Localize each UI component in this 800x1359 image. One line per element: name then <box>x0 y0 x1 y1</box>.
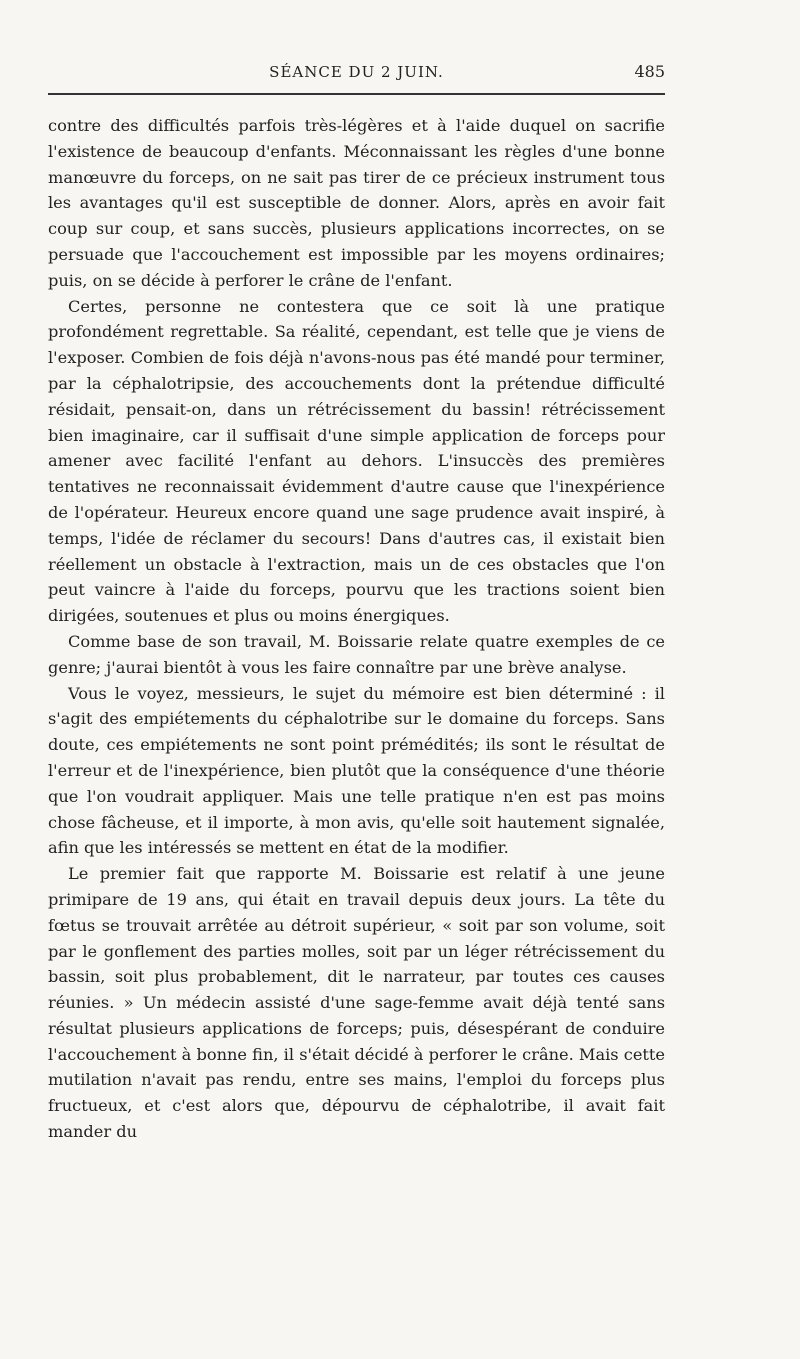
paragraph-5: Le premier fait que rapporte M. Boissarie est relatif à une jeune primipare de 19 ans, qui était en travail depuis deux jours. La tête du fœtus se trouvait arrêtée au détroit supérieur, « soit par son volume, soit par le gonflement des parties molles, soit par un léger rétrécissement du bassin, soit plus probablement, dit le narrateur, par toutes ces causes réunies. » Un médecin assisté d'une sage-femme avait déjà tenté sans résultat plusieurs applications de forceps; puis, désespérant de conduire l'accouchement à bonne fin, il s'était décidé à perforer le crâne. Mais cette mutilation n'avait pas rendu, entre ses mains, l'emploi du forceps plus fructueux, et c'est alors que, dépourvu de céphalotribe, il avait fait mander du <box>48 864 665 1142</box>
paragraph-1: contre des difficultés parfois très-légères et à l'aide duquel on sacrifie l'existence de beaucoup d'enfants. Méconnaissant les règles d'une bonne manœuvre du forceps, on ne sait pas tirer de ce précieux instrument tous les avantages qu'il est susceptible de donner. Alors, après en avoir fait coup sur coup, et sans succès, plusieurs applications incorrectes, on se persuade que l'accouchement est impossible par les moyens ordinaires; puis, on se décide à perforer le crâne de l'enfant. <box>48 116 665 290</box>
header-rule <box>48 93 665 95</box>
paragraph-4: Vous le voyez, messieurs, le sujet du mémoire est bien déterminé : il s'agit des empiétements du céphalotribe sur le domaine du forceps. Sans doute, ces empiétements ne sont point prémédités; ils sont le résultat de l'erreur et de l'inexpérience, bien plutôt que la conséquence d'une théorie que l'on voudrait appliquer. Mais une telle pratique n'en est pas moins chose fâcheuse, et il importe, à mon avis, qu'elle soit hautement signalée, afin que les intéressés se mettent en état de la modifier. <box>48 683 665 858</box>
page-number: 485 <box>634 62 665 81</box>
running-title: SÉANCE DU 2 JUIN. <box>269 63 444 81</box>
body-text <box>48 113 665 1145</box>
paragraph-2: Certes, personne ne contestera que ce soit là une pratique profondément regrettable. Sa réalité, cependant, est telle que je viens de l'exposer. Combien de fois déjà n'avons-nous pas été mandé pour terminer, par la céphalotripsie, des accouchements dont la prétendue difficulté résidait, pensait-on, dans un rétrécissement du bassin! rétrécissement bien imaginaire, car il suffisait d'une simple application de forceps pour amener avec facilité l'enfant au dehors. L'insuccès des premières tentatives ne reconnaissait évidemment d'autre cause que l'inexpérience de l'opérateur. Heureux encore quand une sage prudence avait inspiré, à temps, l'idée de réclamer du secours! Dans d'autres cas, il existait bien réellement un obstacle à l'extraction, mais un de ces obstacles que l'on peut vaincre à l'aide du forceps, pourvu que les tractions soient bien dirigées, soutenues et plus ou moins énergiques. <box>48 296 665 626</box>
page-header <box>48 62 665 86</box>
paragraph-3: Comme base de son travail, M. Boissarie relate quatre exemples de ce genre; j'aurai bientôt à vous les faire connaître par une brève analyse. <box>48 631 665 677</box>
